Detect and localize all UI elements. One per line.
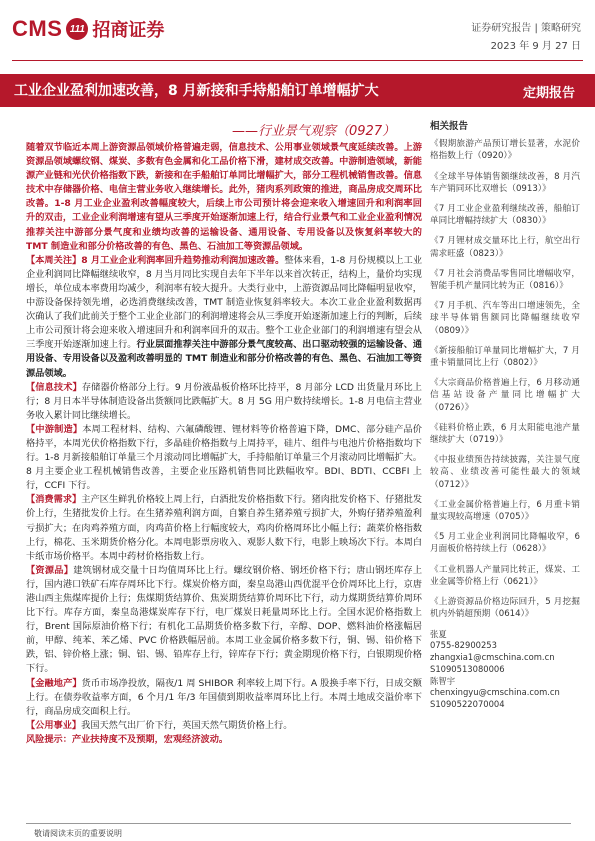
section-focus: [26, 254, 422, 381]
analyst-license: S1090513080006: [430, 663, 505, 674]
section-resources: [26, 564, 422, 677]
footer-disclaimer: 敬请阅读末页的重要说明: [34, 829, 122, 838]
section-body: 本周工程材料、结构、六氟磷酸锂、锂材料等价格普遍下降，DMC、部分硅产品价格持平，本周光伏价格指数下行，多晶硅价格指数与上周持平，硅片、组件与电池片价格指数均下行。1-8 月新接船舶订单量三个月滚动同比增幅扩大，手持船舶订单量三个月滚动同比增幅扩大。8 月主要企业工程机械销售改善，主要企业压路机销售同比跌幅收窄。BDI、BDTI、CCBFI 上行，CCFI 下行。: [26, 423, 422, 492]
section-utilities: [26, 719, 422, 733]
related-report-link[interactable]: 《7 月锂材成交量环比上行，航空出行需求旺盛（0823）》: [430, 236, 580, 259]
analyst-phone: 0755-82900253: [430, 640, 497, 651]
report-subtitle: ——行业景气观察（0927）: [232, 124, 396, 139]
section-tag: 【资源品】: [26, 564, 74, 576]
related-report-link[interactable]: 《工业机器人产量同比转正，煤炭、工业金属等价格上行（0621）》: [430, 564, 580, 587]
company-logo: [12, 16, 164, 42]
section-recommendation: 行业层面推荐关注中游部分景气度较高、出口驱动较强的运输设备、通用设备、专用设备以及盈利改善明显的 TMT 制造业和部分价格改善的有色、黑色、石油加工等资源品领域。: [26, 339, 423, 379]
logo-chinese-name: 招商证券: [92, 20, 165, 41]
section-body: 存储器价格部分上行。9 月份液晶板价格环比持平，8 月部分 LCD 出货量月环比上行；8 月日本半导体制造设备出货额同比跌幅扩大。8 月 5G 用户数持续增长。1-8 月电信主营业务收入累计同比继续增长。: [26, 381, 422, 421]
related-report-link[interactable]: 《7 月社会消费品零售同比增幅收窄，智能手机产量同比转为正（0816）》: [430, 268, 580, 292]
section-tag: 【公用事业】: [26, 719, 82, 731]
section-tag: 【消费需求】: [26, 494, 82, 506]
header-divider: [12, 60, 583, 61]
related-report-link[interactable]: 《大宗商品价格普遍上行，6 月移动通信基站设备产量同比增幅扩大（0726）》: [430, 378, 580, 413]
section-body: 建筑钢材成交量十日均值周环比上行。螺纹钢价格、钢坯价格下行；唐山钢坯库存上行，国内港口铁矿石库存周环比下行。煤炭价格方面，秦皇岛港山西优混平仓价周环比上行，京唐港山西主焦煤库提价上行；焦煤期货结算价、焦炭期货结算价周环比下行，动力煤期货结算价周环比下行。库存方面，秦皇岛港煤炭库存下行，电厂煤炭日耗量周环比上行。全国水泥价格指数上行，Brent 国际原油价格下行；有机化工品期货价格多数下行，辛醇、DOP、燃料油价格涨幅居前，甲醇、纯苯、苯乙烯、PVC 价格跌幅居前。本周工业金属价格多数下行，铜、锡、铅价格下跌，铝、锌价格上涨；铜、铝、锡、铅库存上行，锌库存下行；黄金期现价格下行，白银期现价格下行。: [26, 564, 423, 675]
summary-paragraph: 随着双节临近本周上游资源品领域价格普遍走弱，信息技术、公用事业领域景气度延续改善。上游资源品领域螺纹钢、煤炭、多数有色金属和化工品价格下滑，建材成交改善。中游制造领域，新能源产业链和光伏价格指数下跌，新接和在手船舶订单同比增幅扩大，部分工程机械销售改善。信息技术中存储器价格、电信主营业务收入继续增长。此外，猪肉系列政策的推进，商品房成交周环比改善。1-8 月工业企业盈利改善幅度较大，后续上市公司预计将会迎来收入增速回升和利润率回升的双击，工业企业利润增速有望从三季度开始逐渐加速上行，结合行业景气和工业企业盈利情况推荐关注中游部分景气度和业绩均改善的运输设备、通用设备、专用设备以及恢复斜率较大的 TMT 制造业和部分价格改善的有色、黑色、石油加工等资源品领域。: [26, 142, 422, 252]
section-midstream: [26, 423, 422, 493]
sidebar: [430, 121, 580, 711]
analyst-license: S1090522070004: [430, 699, 505, 710]
section-lead: 8 月工业企业利润率回升趋势推动利润加速改善。: [81, 254, 285, 266]
section-tag: 【中游制造】: [26, 423, 83, 435]
analyst-contacts: [430, 629, 580, 712]
section-body: 我国天然气出厂价下行，英国天然气期货价格上行。: [81, 719, 293, 731]
report-type: 证券研究报告 | 策略研究: [471, 23, 581, 34]
logo-badge-icon: 111: [66, 18, 88, 40]
section-body: 货币市场净投放，隔夜/1 周 SHIBOR 利率较上周下行。A 股换手率下行，日成交额上行。在债券收益率方面，6 个月/1 年/3 年国债到期收益率周环比上行。本周土地成交溢价率下行，商品房成交面积上行。: [26, 677, 422, 717]
section-consumer: [26, 493, 422, 563]
section-tag: 【信息技术】: [26, 381, 82, 393]
related-report-link[interactable]: 《全球半导体销售额继续改善，8 月汽车产销同环比双增长（0913）》: [430, 171, 580, 194]
section-finance-realestate: [26, 677, 422, 719]
related-report-link[interactable]: 《假期旅游产品预订增长显著，水泥价格指数上行（0920）》: [430, 139, 580, 162]
analyst-name: 陈智宇: [430, 675, 456, 686]
section-risk: [26, 733, 422, 747]
main-content: [26, 141, 422, 747]
report-category-tag: 定期报告: [522, 86, 575, 101]
analyst-name: 张夏: [430, 628, 447, 639]
section-body: 整体来看，1-8 月份规模以上工业企业利润同比降幅继续收窄，8 月当月同比实现自去年下半年以来首次转正，结构上，量价均实现增长，单位成本率费用均减少，利润率有较大提升。大类行业中，上游资源品同比降幅明显收窄，中游设备保持领先增，必选消费继续改善，TMT 制造业恢复斜率较大。本次工业企业盈利数据再次确认了我们此前关于整个工业企业部门的利润增速将会从三季度开始逐渐加速上行的判断，后续上市公司预计将会迎来收入增速回升和利润率回升的双击。整个工业企业部门的利润增速有望会从三季度开始逐渐加速上行。: [26, 254, 423, 351]
analyst-email[interactable]: chenxingyu@cmschina.com.cn: [430, 687, 560, 698]
section-tag: 【本周关注】: [26, 254, 82, 266]
related-reports-heading: 相关报告: [430, 121, 469, 132]
logo-text: CMS: [12, 16, 63, 41]
related-report-link[interactable]: 《7 月手机、汽车等出口增速领先，全球半导体销售额同比降幅继续收窄（0809）》: [430, 301, 580, 336]
related-report-link[interactable]: 《7 月工业企业盈利继续改善，船舶订单同比增幅持续扩大（0830）》: [430, 204, 580, 227]
footer-divider: [26, 823, 571, 824]
section-tag: 风险提示：: [26, 733, 72, 745]
analyst-email[interactable]: zhangxia1@cmschina.com.cn: [430, 652, 555, 663]
related-report-link[interactable]: 《硅料价格止跌，6 月太阳能电池产量继续扩大（0719）》: [430, 422, 580, 446]
related-report-link[interactable]: 《5 月工业企业利润同比降幅收窄，6 月面板价格持续上行（0628）》: [430, 532, 580, 555]
related-report-link[interactable]: 《工业金属价格普遍上行，6 月重卡销量实现较高增速（0705）》: [430, 499, 580, 523]
report-title: 工业企业盈利加速改善，8 月新接和手持船舶订单增幅扩大: [14, 83, 379, 99]
report-date: 2023 年 9 月 27 日: [490, 41, 581, 52]
section-body: 产业扶持度不及预期，宏观经济波动。: [71, 733, 229, 745]
section-body: 主产区生鲜乳价格较上周上行，白酒批发价格指数下行。猪肉批发价格下、仔猪批发价上行，生猪批发价上行。在生猪养殖利润方面，自繁自养生猪养殖亏损扩大，外购仔猪养殖盈利亏损扩大；在肉鸡养殖方面，肉鸡苗价格上行幅度较大，鸡肉价格周环比小幅上行；蔬菜价格指数上行，棉花、玉米期货价格分化。本周电影票房收入、观影人数下行，电影上映场次下行。本周白卡纸市场价格平。本周中药材价格指数上行。: [26, 494, 423, 562]
related-report-link[interactable]: 《中报业绩预告持续披露，关注景气度较高、业绩改善可能性最大的领域（0712）》: [430, 455, 580, 490]
section-tag: 【金融地产】: [26, 677, 82, 689]
related-report-link[interactable]: 《上游资源品价格边际回升，5 月挖掘机内外销超预期（0614）》: [430, 597, 580, 620]
section-info-tech: [26, 381, 422, 423]
related-report-link[interactable]: 《新接船舶订单量同比增幅扩大，7 月重卡销量同比上行（0802）》: [430, 345, 580, 369]
